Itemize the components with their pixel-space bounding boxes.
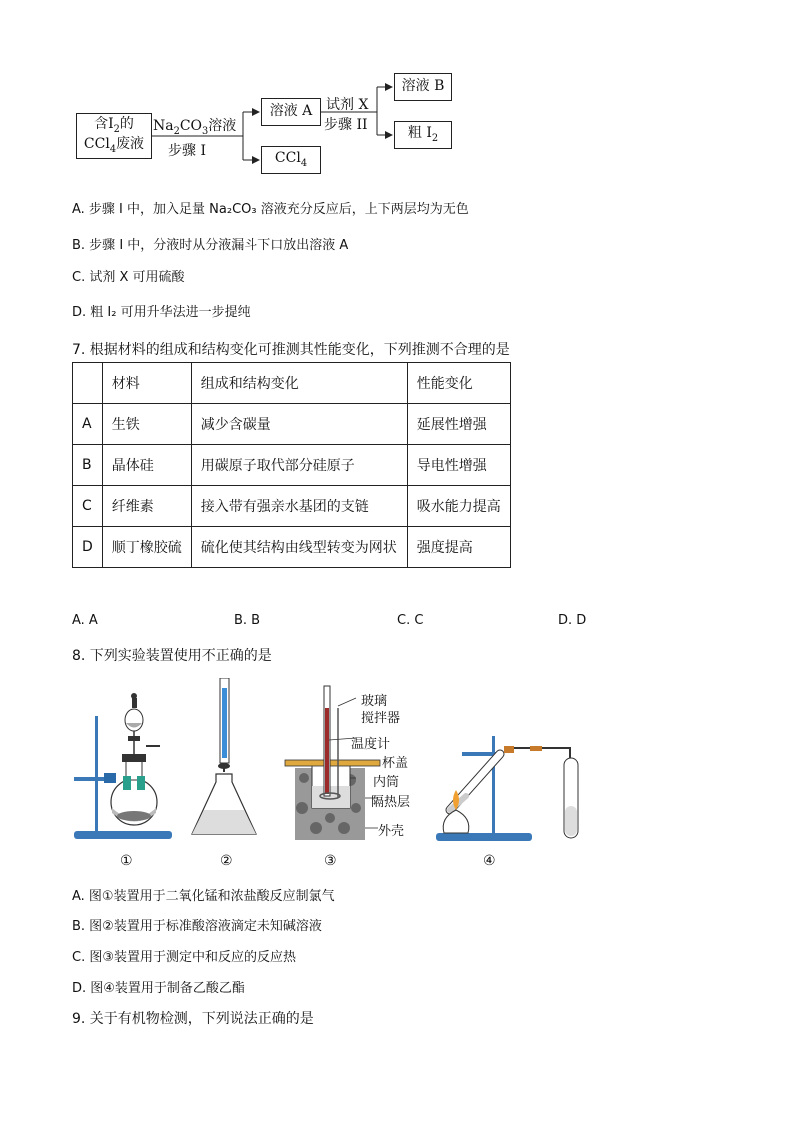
table-cell: 晶体硅 <box>102 445 191 486</box>
table-cell: 延展性增强 <box>407 404 510 445</box>
table-row <box>73 486 511 527</box>
q7-stem: 7. 根据材料的组成和结构变化可推测其性能变化，下列推测不合理的是 <box>72 342 510 358</box>
q8-option-b: B. 图②装置用于标准酸溶液滴定未知碱溶液 <box>72 919 322 934</box>
flow-co-sub: 3 <box>202 125 209 137</box>
apparatus-4 <box>436 736 578 841</box>
q8-option-c: C. 图③装置用于测定中和反应的反应热 <box>72 950 296 965</box>
q8-stem: 8. 下列实验装置使用不正确的是 <box>72 648 272 664</box>
label-glass-2: 搅拌器 <box>361 711 401 726</box>
caption-2: ② <box>220 853 233 869</box>
table-cell: B <box>73 445 103 486</box>
caption-3: ③ <box>324 853 337 869</box>
flow-crude-text: 粗 I <box>407 124 432 141</box>
table-cell: C <box>73 486 103 527</box>
label-lid: 杯盖 <box>382 756 409 771</box>
apparatus-1 <box>74 693 172 839</box>
table-cell: 生铁 <box>102 404 191 445</box>
flow-arrow1-bottom-label: 步骤 I <box>168 143 206 159</box>
q8-option-a: A. 图①装置用于二氧化锰和浓盐酸反应制氯气 <box>72 889 335 904</box>
table-header-cell: 材料 <box>102 363 191 404</box>
table-cell: 纤维素 <box>102 486 191 527</box>
flow-start-sub-1: 2 <box>113 123 120 135</box>
flow-start-sub-2: 4 <box>109 143 117 155</box>
caption-4: ④ <box>483 853 496 869</box>
flow-na-sub: 2 <box>173 125 180 137</box>
apparatus-2 <box>192 678 256 834</box>
table-cell: 用碳原子取代部分硅原子 <box>191 445 407 486</box>
flow-ccl4-sub: 4 <box>300 157 308 169</box>
q8-apparatus-figure <box>60 678 600 850</box>
q9-stem: 9. 关于有机物检测，下列说法正确的是 <box>72 1011 314 1027</box>
label-glass-1: 玻璃 <box>361 694 388 709</box>
flow-solution-a-box: 溶液 A <box>261 98 321 126</box>
table-header-cell: 性能变化 <box>407 363 510 404</box>
q7-answer-d: D. D <box>558 613 587 628</box>
flow-arrows <box>0 0 794 200</box>
table-cell: 接入带有强亲水基团的支链 <box>191 486 407 527</box>
flow-start-text-1b: 的 <box>119 115 134 132</box>
table-cell: 导电性增强 <box>407 445 510 486</box>
flow-arrow2-top-label: 试剂 X <box>326 97 369 113</box>
q6-option-d: D. 粗 I₂ 可用升华法进一步提纯 <box>72 305 251 320</box>
q6-option-b: B. 步骤 I 中，分液时从分液漏斗下口放出溶液 A <box>72 238 349 253</box>
table-cell: 减少含碳量 <box>191 404 407 445</box>
q7-answer-a: A. A <box>72 613 98 628</box>
flow-na-text: Na <box>153 118 174 134</box>
q6-option-a: A. 步骤 I 中，加入足量 Na₂CO₃ 溶液充分反应后，上下两层均为无色 <box>72 202 469 217</box>
flow-ccl4-text: CCl <box>274 149 301 166</box>
label-shell: 外壳 <box>378 824 405 839</box>
table-row <box>73 527 511 568</box>
q7-answer-c: C. C <box>397 613 424 628</box>
flow-co-text: CO <box>179 118 203 134</box>
flow-solution-text: 溶液 <box>208 118 237 134</box>
label-thermometer: 温度计 <box>351 737 391 752</box>
table-row <box>73 445 511 486</box>
table-header-row <box>73 363 511 404</box>
label-insulation: 隔热层 <box>371 795 411 810</box>
q6-option-c: C. 试剂 X 可用硫酸 <box>72 270 185 285</box>
label-inner-cylinder: 内筒 <box>373 775 400 790</box>
flow-start-text-2b: 废液 <box>116 136 145 152</box>
table-row <box>73 404 511 445</box>
flow-crude-sub: 2 <box>431 132 439 144</box>
table-cell: 吸水能力提高 <box>407 486 510 527</box>
q7-answer-b: B. B <box>234 613 261 628</box>
q7-table <box>72 362 511 568</box>
q8-option-d: D. 图④装置用于制备乙酸乙酯 <box>72 981 245 996</box>
flow-start-text-2: CCl <box>83 136 110 152</box>
flow-solution-b-box: 溶液 B <box>394 73 452 101</box>
table-header-cell: 组成和结构变化 <box>191 363 407 404</box>
flow-arrow2-bottom-label: 步骤 II <box>324 117 368 133</box>
table-cell: 强度提高 <box>407 527 510 568</box>
table-header-cell <box>73 363 103 404</box>
table-cell: 硫化使其结构由线型转变为网状 <box>191 527 407 568</box>
table-cell: A <box>73 404 103 445</box>
table-cell: D <box>73 527 103 568</box>
flow-start-text-1: 含I <box>94 115 114 132</box>
table-cell: 顺丁橡胶硫 <box>102 527 191 568</box>
caption-1: ① <box>120 853 133 869</box>
